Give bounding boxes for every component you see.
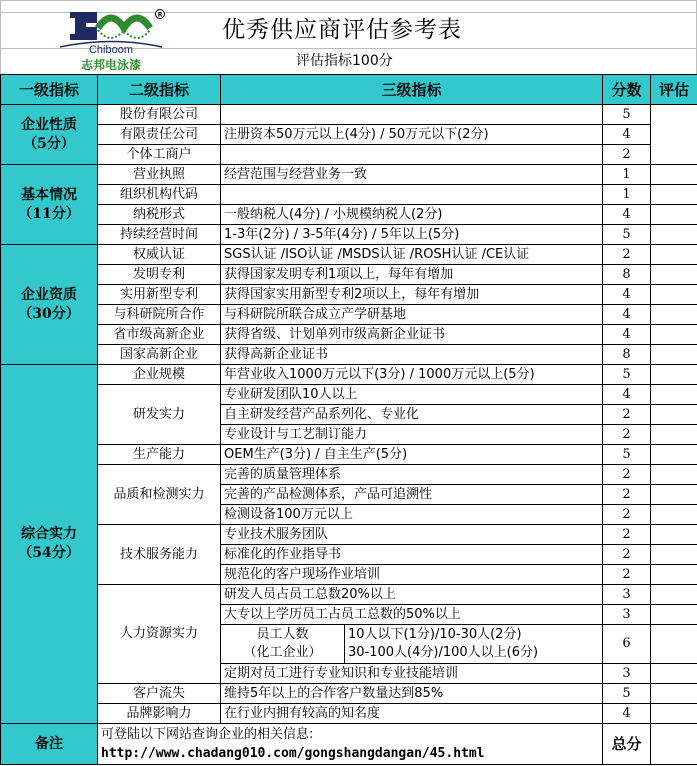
- l2-cell: 省市级高新企业: [98, 325, 221, 345]
- l2-cell: 生产能力: [98, 445, 221, 465]
- l3-cell: 规范化的客户现场作业培训: [221, 565, 603, 585]
- eval-input-cell[interactable]: [651, 565, 697, 585]
- l2-cell: 与科研院所合作: [98, 305, 221, 325]
- eval-input-cell[interactable]: [651, 465, 697, 485]
- table-row: [1, 305, 697, 325]
- headcount-criteria-line1: 10人以下(1分)/10-30人(2分): [348, 627, 522, 642]
- score-cell: 2: [603, 485, 651, 505]
- table-row: [1, 225, 697, 245]
- notes-label: 备注: [1, 724, 98, 765]
- headcount-subtable-cell: [221, 625, 603, 664]
- table-row: [1, 445, 697, 465]
- logo-brand-en: Chiboom: [88, 44, 134, 56]
- score-cell: 8: [603, 345, 651, 365]
- l3-cell: 检测设备100万元以上: [221, 505, 603, 525]
- score-cell: 5: [603, 225, 651, 245]
- headcount-criteria: [345, 625, 602, 663]
- eval-input-cell[interactable]: [651, 505, 697, 525]
- l2-cell: 客户流失: [98, 684, 221, 704]
- svg-text:R: R: [157, 11, 163, 19]
- table-row: [1, 684, 697, 704]
- notes-line: 可登陆以下网站查询企业的相关信息:: [101, 727, 314, 742]
- score-cell: 4: [603, 704, 651, 724]
- l3-cell: [221, 105, 603, 125]
- table-row: [1, 265, 697, 285]
- eval-input-cell[interactable]: [651, 165, 697, 185]
- score-cell: 4: [603, 205, 651, 225]
- eval-input-cell[interactable]: [651, 485, 697, 505]
- score-cell: 2: [603, 505, 651, 525]
- l2-cell: 纳税形式: [98, 205, 221, 225]
- score-cell: 4: [603, 125, 651, 145]
- eval-input-cell[interactable]: [651, 525, 697, 545]
- l3-cell: 与科研院所联合成立产学研基地: [221, 305, 603, 325]
- eval-input-cell[interactable]: [651, 305, 697, 325]
- score-cell: 2: [603, 545, 651, 565]
- l3-cell: 专业技术服务团队: [221, 525, 603, 545]
- l3-cell: 完善的质量管理体系: [221, 465, 603, 485]
- l3-cell: 维持5年以上的合作客户数量达到85%: [221, 684, 603, 704]
- score-cell: 2: [603, 425, 651, 445]
- score-cell: 2: [603, 465, 651, 485]
- evaluation-table: [0, 74, 697, 765]
- l3-cell: 在行业内拥有较高的知名度: [221, 704, 603, 724]
- group-name: 基本情况: [21, 186, 77, 203]
- score-cell: 4: [603, 285, 651, 305]
- table-row: [1, 585, 697, 605]
- l2-cell: 国家高新企业: [98, 345, 221, 365]
- l3-cell: 完善的产品检测体系，产品可追溯性: [221, 485, 603, 505]
- score-cell: 2: [603, 245, 651, 265]
- l2-cell: 人力资源实力: [98, 585, 221, 684]
- group-cell-company-type: [1, 105, 98, 165]
- table-header-row: [1, 75, 697, 105]
- score-cell: 5: [603, 445, 651, 465]
- group-points: （5分）: [23, 135, 75, 152]
- score-cell: 1: [603, 165, 651, 185]
- l2-cell: 营业执照: [98, 165, 221, 185]
- col-header-l1: 一级指标: [1, 75, 98, 105]
- boom-logo-icon: [56, 8, 166, 48]
- table-row: [1, 105, 697, 125]
- table-row: [1, 704, 697, 724]
- l3-cell: 定期对员工进行专业知识和专业技能培训: [221, 664, 603, 684]
- l3-cell: 自主研发经营产品系列化、专业化: [221, 405, 603, 425]
- table-row: [1, 385, 697, 405]
- eval-input-cell[interactable]: [651, 545, 697, 565]
- eval-input-cell[interactable]: [651, 445, 697, 465]
- col-header-l2: 二级指标: [98, 75, 221, 105]
- l2-cell: 实用新型专利: [98, 285, 221, 305]
- l3-cell: 1-3年(2分) / 3-5年(4分) / 5年以上(5分): [221, 225, 603, 245]
- logo-brand-cn: 志邦电泳漆: [80, 58, 141, 72]
- table-row: [1, 245, 697, 265]
- l2-cell: 个体工商户: [98, 145, 221, 165]
- table-row: [1, 205, 697, 225]
- headcount-label-line1: 员工人数: [256, 627, 309, 642]
- group-name: 综合实力: [21, 526, 77, 542]
- eval-input-cell[interactable]: [651, 585, 697, 605]
- notes-row: [1, 724, 697, 765]
- table-row: [1, 325, 697, 345]
- notes-text: [98, 724, 603, 765]
- l3-cell: 一般纳税人(4分) / 小规模纳税人(2分): [221, 205, 603, 225]
- headcount-criteria-line2: 30-100人(4分)/100人以上(6分): [348, 645, 539, 660]
- eval-input-cell[interactable]: [651, 205, 697, 225]
- l3-cell: [221, 185, 603, 205]
- total-label: 总分: [603, 724, 651, 765]
- page-title: 优秀供应商评估参考表: [222, 17, 462, 43]
- l3-cell: OEM生产(3分) / 自主生产(5分): [221, 445, 603, 465]
- group-points: （54分）: [18, 545, 80, 561]
- group-cell-basic-info: [1, 165, 98, 245]
- headcount-label-line2: （化工企业）: [243, 645, 322, 660]
- col-header-eval: 评估: [651, 75, 697, 105]
- eval-input-cell[interactable]: [651, 625, 697, 664]
- eval-input-cell[interactable]: [651, 105, 697, 165]
- headcount-label: [221, 625, 345, 663]
- group-cell-overall-strength: [1, 365, 98, 724]
- l2-cell: 品质和检测实力: [98, 465, 221, 525]
- l3-cell: [221, 145, 603, 165]
- notes-url-link[interactable]: http://www.chadang010.com/gongshangdangan/45.html: [101, 746, 485, 761]
- eval-input-cell[interactable]: [651, 345, 697, 365]
- company-logo: [56, 8, 166, 72]
- table-row: [1, 285, 697, 305]
- l3-cell: 专业研发团队10人以上: [221, 385, 603, 405]
- score-cell: 3: [603, 605, 651, 625]
- eval-input-cell[interactable]: [651, 385, 697, 405]
- l2-cell: 发明专利: [98, 265, 221, 285]
- l3-cell: 经营范围与经营业务一致: [221, 165, 603, 185]
- table-row: [1, 185, 697, 205]
- table-row: [1, 465, 697, 485]
- l3-cell: SGS认证 /ISO认证 /MSDS认证 /ROSH认证 /CE认证: [221, 245, 603, 265]
- score-cell: 5: [603, 105, 651, 125]
- col-header-l3: 三级指标: [221, 75, 603, 105]
- l3-cell: 获得国家发明专利1项以上，每年有增加: [221, 265, 603, 285]
- l2-cell: 持续经营时间: [98, 225, 221, 245]
- score-cell: 5: [603, 684, 651, 704]
- eval-input-cell[interactable]: [651, 664, 697, 684]
- eval-input-cell[interactable]: [651, 684, 697, 704]
- table-row: [1, 165, 697, 185]
- table-row: [1, 145, 697, 165]
- score-cell: 2: [603, 145, 651, 165]
- col-header-score: 分数: [603, 75, 651, 105]
- eval-input-cell[interactable]: [651, 325, 697, 345]
- l3-cell: 年营业收入1000万元以下(3分) / 1000万元以上(5分): [221, 365, 603, 385]
- eval-input-cell[interactable]: [651, 285, 697, 305]
- l3-cell: 专业设计与工艺制订能力: [221, 425, 603, 445]
- l2-cell: 研发实力: [98, 385, 221, 445]
- l2-cell: 企业规模: [98, 365, 221, 385]
- score-cell: 4: [603, 305, 651, 325]
- l2-cell: 股份有限公司: [98, 105, 221, 125]
- table-row: [1, 365, 697, 385]
- score-cell: 2: [603, 525, 651, 545]
- score-cell: 1: [603, 185, 651, 205]
- l2-cell: 权威认证: [98, 245, 221, 265]
- l2-cell: 有限责任公司: [98, 125, 221, 145]
- score-cell: 6: [603, 625, 651, 664]
- l3-cell: 大专以上学历员工占员工总数的50%以上: [221, 605, 603, 625]
- score-cell: 4: [603, 385, 651, 405]
- l2-cell: 技术服务能力: [98, 525, 221, 585]
- page-subtitle: 评估指标100分: [296, 53, 393, 69]
- table-row: [1, 525, 697, 545]
- l2-cell: 品牌影响力: [98, 704, 221, 724]
- score-cell: 2: [603, 565, 651, 585]
- total-score-input-cell[interactable]: [651, 724, 697, 765]
- table-row: [1, 125, 697, 145]
- l3-cell: 获得高新企业证书: [221, 345, 603, 365]
- eval-input-cell[interactable]: [651, 225, 697, 245]
- l3-cell: 获得省级、计划单列市级高新企业证书: [221, 325, 603, 345]
- eval-input-cell[interactable]: [651, 265, 697, 285]
- group-name: 企业资质: [21, 286, 77, 303]
- eval-input-cell[interactable]: [651, 704, 697, 724]
- eval-input-cell[interactable]: [651, 405, 697, 425]
- group-name: 企业性质: [21, 116, 77, 133]
- l3-cell: 获得国家实用新型专利2项以上，每年有增加: [221, 285, 603, 305]
- eval-input-cell[interactable]: [651, 365, 697, 385]
- eval-input-cell[interactable]: [651, 605, 697, 625]
- score-cell: 4: [603, 325, 651, 345]
- score-cell: 8: [603, 265, 651, 285]
- eval-input-cell[interactable]: [651, 425, 697, 445]
- eval-input-cell[interactable]: [651, 245, 697, 265]
- score-cell: 2: [603, 405, 651, 425]
- score-cell: 3: [603, 585, 651, 605]
- l2-cell: 组织机构代码: [98, 185, 221, 205]
- l3-cell: 标准化的作业指导书: [221, 545, 603, 565]
- score-cell: 3: [603, 664, 651, 684]
- eval-input-cell[interactable]: [651, 185, 697, 205]
- group-points: （30分）: [18, 305, 80, 322]
- l3-cell: 注册资本50万元以上(4分) / 50万元以下(2分): [221, 125, 603, 145]
- score-cell: 5: [603, 365, 651, 385]
- group-points: （11分）: [18, 205, 80, 222]
- group-cell-qualification: [1, 245, 98, 365]
- l3-cell: 研发人员占员工总数20%以上: [221, 585, 603, 605]
- table-row: [1, 345, 697, 365]
